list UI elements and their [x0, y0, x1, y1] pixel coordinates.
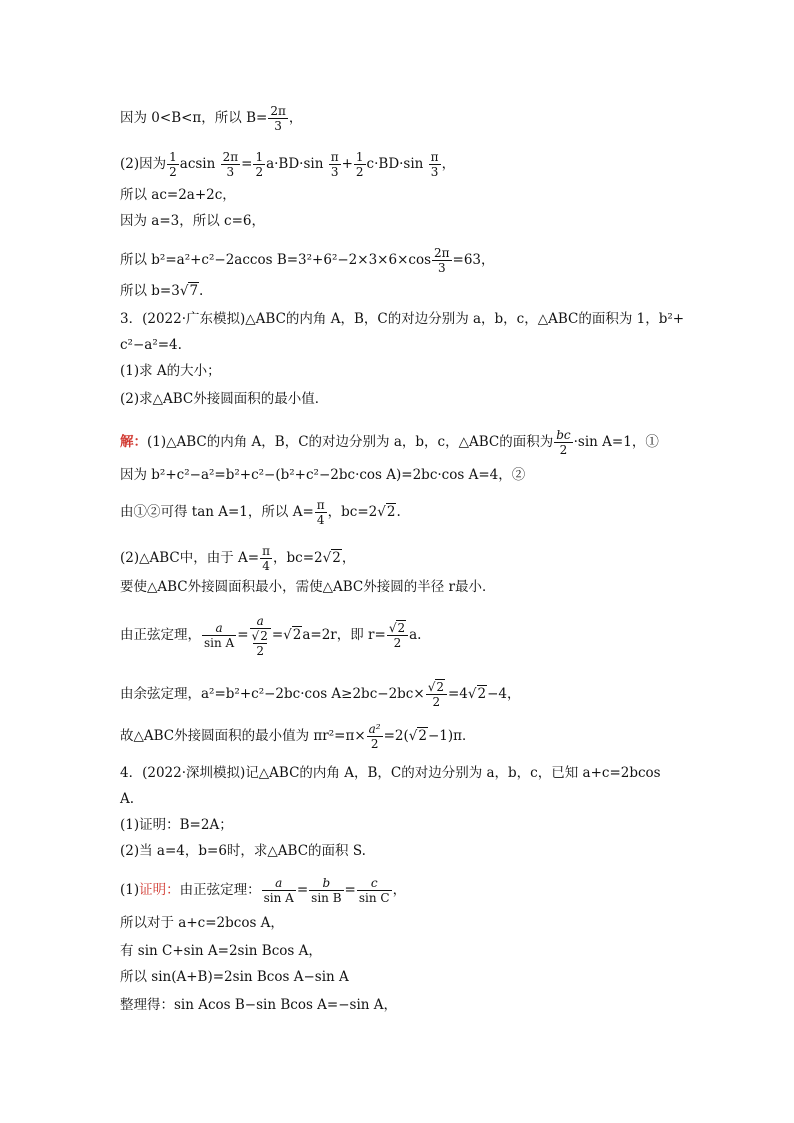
- sqrt: √2: [467, 686, 487, 702]
- fraction: $\frac{√2}{2}$: [387, 621, 408, 650]
- fraction: $\frac{√2}{2}$: [426, 680, 447, 709]
- solution-line-5: 要使△ABC外接圆面积最小，需使△ABC外接圆的半径 r最小．: [120, 579, 496, 595]
- solution-line-4: (2)△ABC中，由于 A= $\frac{\pi}{4}$ ，bc=2√2，: [120, 544, 356, 573]
- fraction: $\frac{\pi}{3}$: [330, 150, 339, 179]
- fraction: $\frac{1}{2}$: [255, 150, 264, 179]
- solution-line-1: 解：(1)△ABC的内角 A，B，C的对边分别为 a，b，c，△ABC的面积为 $\frac{bc}{2}$ ·sin A=1，①: [120, 428, 659, 457]
- line-3: 所以 ac=2a+2c，: [120, 187, 236, 203]
- sqrt: √2: [408, 728, 427, 744]
- proof-line-5: 整理得：sin Acos B−sin Bcos A=−sin A，: [120, 997, 398, 1013]
- proof-line-3: 有 sin C+sin A=2sin Bcos A，: [120, 943, 322, 959]
- problem-4-line-2: A.: [120, 791, 135, 807]
- line-1: 因为 0<B<π，所以 B= $\frac{2\pi}{3}$ ，: [120, 104, 303, 133]
- sqrt: √2: [283, 627, 302, 643]
- fraction: $\frac{2\pi}{3}$: [222, 150, 239, 179]
- solution-line-8: 故△ABC外接圆面积的最小值为 πr²=π× $\frac{\text{a²}}{2}$ =2(√2−1)π．: [120, 722, 476, 751]
- sqrt: √7: [179, 283, 199, 299]
- line-6: 所以 b=3√7.: [120, 283, 204, 299]
- problem-3-line-2: c²−a²=4.: [120, 337, 182, 353]
- line-5: 所以 b²=a²+c²−2accos B=3²+6²−2×3×6×cos $\frac{2\pi}{3}$ =63，: [120, 246, 495, 275]
- line-4: 因为 a=3，所以 c=6，: [120, 213, 265, 229]
- problem-3-part-1: (1)求 A的大小；: [120, 363, 221, 379]
- sqrt: √2: [377, 504, 396, 520]
- solution-line-2: 因为 b²+c²−a²=b²+c²−(b²+c²−2bc·cos A)=2bc·cos A=4，②: [120, 467, 526, 483]
- fraction: $\frac{c}{\text{sin C}}$: [358, 876, 390, 905]
- fraction: $\frac{1}{2}$: [169, 150, 177, 179]
- fraction: $\frac{b}{\text{sin B}}$: [311, 876, 342, 905]
- proof-line-4: 所以 sin(A+B)=2sin Bcos A−sin A: [120, 969, 349, 985]
- fraction: $\frac{\pi}{3}$: [430, 150, 439, 179]
- fraction: $\frac{bc}{2}$: [556, 428, 571, 457]
- fraction: $\frac{a}{\text{sin A}}$: [204, 621, 235, 650]
- fraction: $\frac{\pi}{4}$: [262, 544, 270, 573]
- line-2: (2)因为 $\frac{1}{2}$ acsin $\frac{2\pi}{3}$ = $\frac{1}{2}$ a·BD·sin $\frac{\pi}{3}$ + $\frac{1}{2}$ c·BD·sin $\frac{\pi}{3}$ ，: [120, 150, 456, 179]
- solution-label: 解：: [120, 434, 147, 450]
- problem-3-part-2: (2)求△ABC外接圆面积的最小值．: [120, 391, 329, 407]
- fraction: $\frac{\pi}{4}$: [316, 498, 325, 527]
- fraction: a √2 2: [250, 614, 271, 658]
- sqrt: √2: [322, 550, 341, 566]
- fraction: $\frac{1}{2}$: [355, 150, 364, 179]
- proof-line-1: (1)证明：由正弦定理： $\frac{a}{\text{sin A}}$ = $\frac{b}{\text{sin B}}$ = $\frac{c}{\text{sin C}}$ ，: [120, 876, 407, 905]
- fraction: $\frac{2\pi}{3}$: [270, 104, 286, 133]
- text: 因为 0<B<π，所以 B=: [120, 110, 268, 126]
- problem-4-part-1: (1)证明：B=2A；: [120, 817, 233, 833]
- fraction: $\frac{a}{\text{sin A}}$: [263, 876, 294, 905]
- proof-label: 证明：: [139, 882, 180, 898]
- proof-line-2: 所以对于 a+c=2bcos A，: [120, 915, 284, 931]
- fraction: $\frac{2\pi}{3}$: [434, 246, 450, 275]
- problem-3-line-1: 3．(2022·广东模拟)△ABC的内角 A，B，C的对边分别为 a，b，c，△ABC的面积为 1，b²+: [120, 311, 685, 327]
- solution-line-7: 由余弦定理，a²=b²+c²−2bc·cos A≥2bc−2bc× $\frac{√2}{2}$ =4√2−4，: [120, 680, 521, 709]
- problem-4-part-2: (2)当 a=4，b=6时，求△ABC的面积 S.: [120, 843, 366, 859]
- fraction: $\frac{\text{a²}}{2}$: [368, 722, 381, 751]
- solution-line-6: 由正弦定理， $\frac{a}{\text{sin A}}$ = a √2 2 =√2a=2r，即 r= $\frac{√2}{2}$ a.: [120, 614, 422, 658]
- problem-4-line-1: 4．(2022·深圳模拟)记△ABC的内角 A，B，C的对边分别为 a，b，c，已知 a+c=2bcos: [120, 765, 661, 781]
- solution-line-3: 由①②可得 tan A=1，所以 A= $\frac{\pi}{4}$ ，bc=2√2.: [120, 498, 401, 527]
